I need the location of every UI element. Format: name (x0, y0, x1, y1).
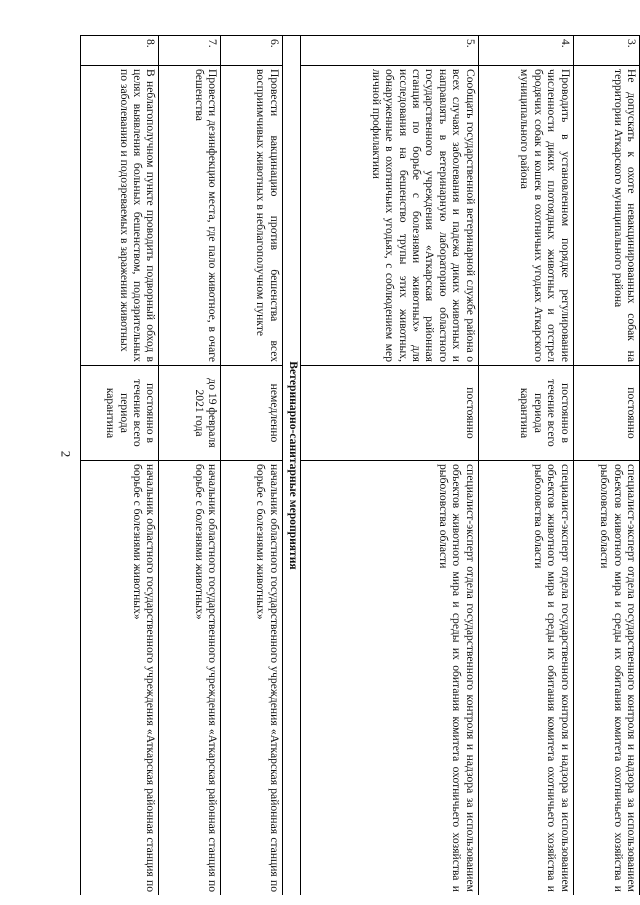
row-number: 4. (478, 36, 573, 66)
row-action: Сообщать государственной ветеринарной службе района о всех случаях заболевания и падежа диких животных и направлять в ветеринарную лабораторию областного государственного учреждения «Аткарская районная станция по борьбе с болезнями животных» для исследования на бешенство трупы этих животных, обнаруженные в охотничьих угодьях, с соблюдением мер личной профилактики (300, 66, 478, 366)
row-action: Проводить в установленном порядке регулирование численности диких плотоядных животных и отстрел бродячих собак и кошек в охотничьих угодьях Аткарского муниципального района (478, 66, 573, 366)
row-responsible: специалист-эксперт отдела государственного контроля и надзора за использованием объектов животного мира и среды их обитания комитета охотничьего хозяйства и рыболовства области (300, 461, 478, 896)
section-title: Ветеринарно-санитарные мероприятия (282, 36, 300, 896)
row-responsible: начальник областного государственного учреждения «Аткарская районная станция по борьбе с болезнями животных» (159, 461, 221, 896)
row-number: 5. (300, 36, 478, 66)
row-number: 3. (573, 36, 639, 66)
row-term: постоянно (300, 366, 478, 461)
table-row (300, 36, 478, 896)
row-action: Провести дезинфекцию места, где пало животное, в очаге бешенства (159, 66, 221, 366)
row-responsible: начальник областного государственного учреждения «Аткарская районная станция по борьбе с болезнями животных» (221, 461, 283, 896)
row-term: постоянно в течение всего периода карантина (478, 366, 573, 461)
table-row (573, 36, 639, 896)
rotated-table-content (80, 35, 640, 895)
measures-table (80, 35, 640, 895)
table-row (221, 36, 283, 896)
row-term: постоянно в течение всего периода карантина (81, 366, 159, 461)
table-row (478, 36, 573, 896)
row-term: постоянно (573, 366, 639, 461)
table-row (81, 36, 159, 896)
section-row (282, 36, 300, 896)
page-number: 2 (58, 450, 74, 458)
row-action: Провести вакцинацию против бешенства всех восприимчивых животных в неблагополучном пункте (221, 66, 283, 366)
row-responsible: начальник областного государственного учреждения «Аткарская районная станция по борьбе с болезнями животных» (81, 461, 159, 896)
row-number: 6. (221, 36, 283, 66)
row-number: 8. (81, 36, 159, 66)
row-number: 7. (159, 36, 221, 66)
rotated-table-frame (80, 35, 640, 895)
row-action: В неблагополучном пункте проводить подворный обход в целях выявления больных бешенством, подозрительных по заболеванию и подозреваемых в заражении животных (81, 66, 159, 366)
row-action: Не допускать к охоте невакцинированных собак на территории Аткарского муниципального района (573, 66, 639, 366)
row-term: немедленно (221, 366, 283, 461)
row-term: до 19 февраля 2021 года (159, 366, 221, 461)
table-row (159, 36, 221, 896)
row-responsible: специалист-эксперт отдела государственного контроля и надзора за использованием объектов животного мира и среды их обитания комитета охотничьего хозяйства и рыболовства области (478, 461, 573, 896)
row-responsible: специалист-эксперт отдела государственного контроля и надзора за использованием объектов животного мира и среды их обитания комитета охотничьего хозяйства и рыболовства области (573, 461, 639, 896)
